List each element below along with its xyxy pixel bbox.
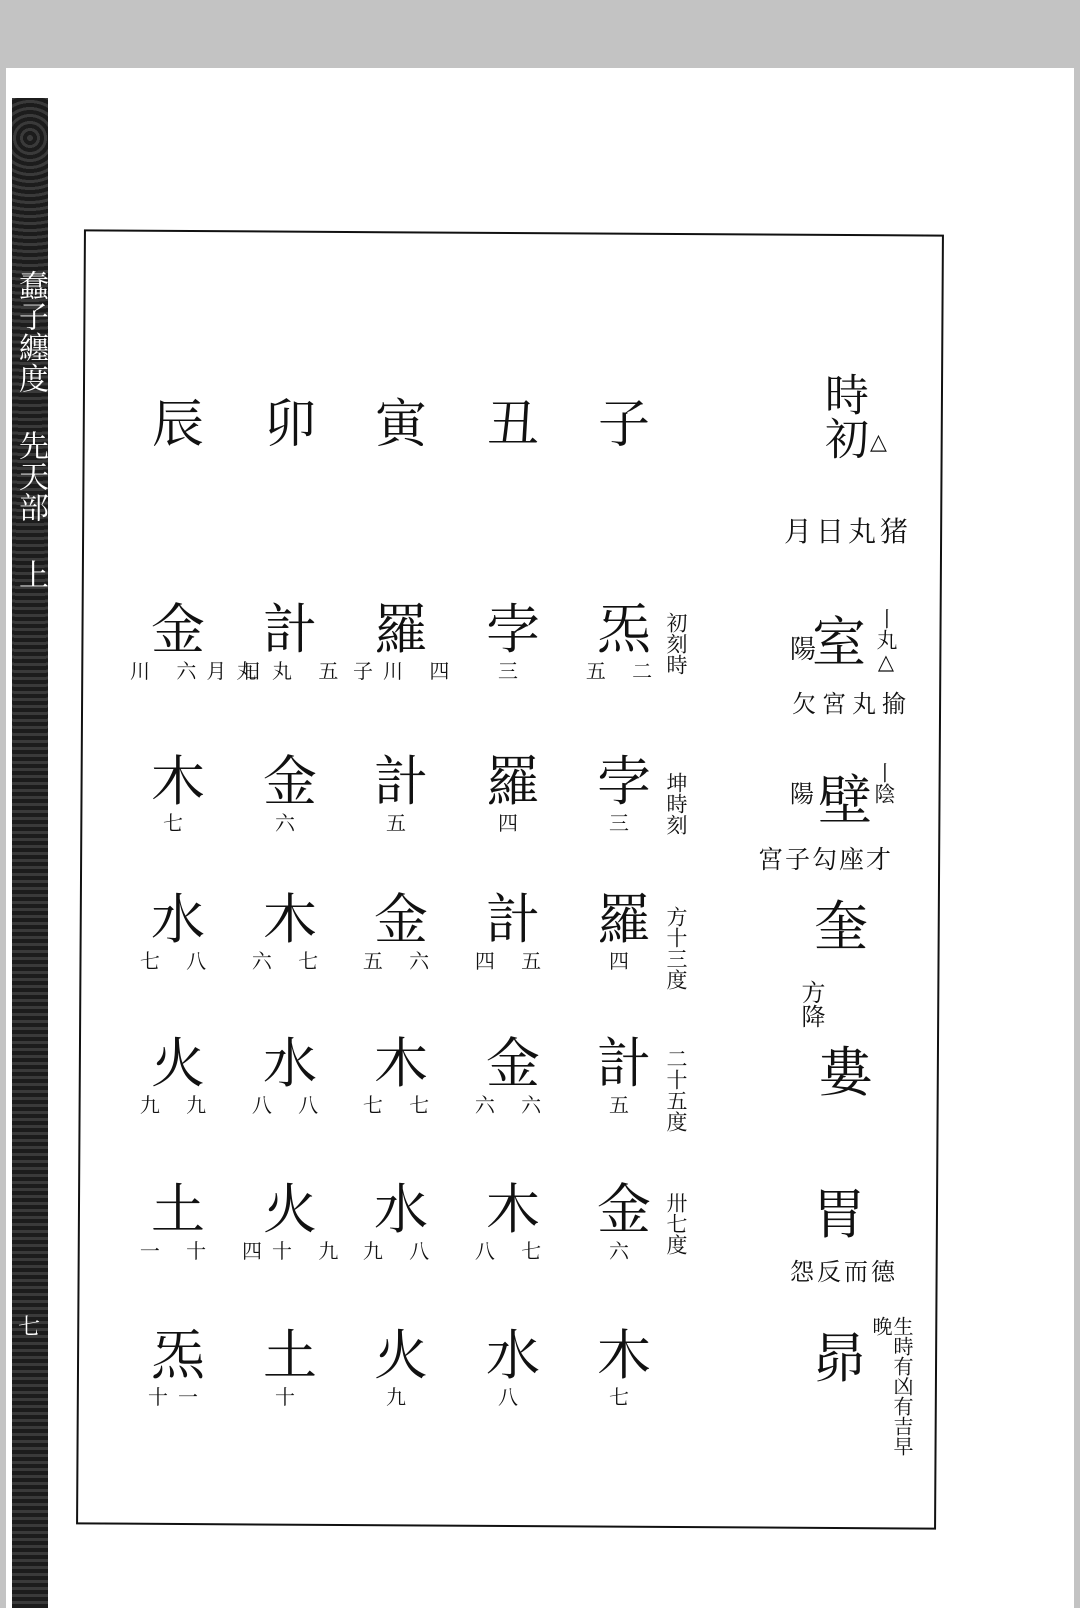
- grid-cell: 孛 三: [486, 598, 540, 683]
- row-label-5: 卅七度: [664, 1192, 688, 1255]
- grid-cell: 計 五: [374, 750, 428, 835]
- grid-cell: 金 六 六: [474, 1032, 552, 1117]
- mao-note: 生時有凶有吉早晚: [869, 1316, 914, 1456]
- col-header-yin: 寅: [375, 395, 428, 455]
- grid-cell: 火 四十 九: [242, 1178, 349, 1263]
- grid-cell: 火 九: [374, 1324, 428, 1409]
- grid-cell: 羅 四: [597, 888, 651, 973]
- grid-cell: 計 四 五: [474, 888, 552, 973]
- grid-cell: 土 一 十: [139, 1178, 217, 1263]
- grid-cell: 計 日丸 五: [242, 598, 349, 683]
- mansion-shi: 室: [812, 611, 866, 674]
- grid-cell: 金 六: [263, 750, 317, 835]
- grid-cell: 水 九 八: [362, 1178, 440, 1263]
- grid-cell: 木 七: [597, 1324, 651, 1409]
- grid-cell: 金 川 六月丸: [130, 598, 267, 683]
- grid-cell: 火 九 九: [139, 1032, 217, 1117]
- grid-cell: 水 八 八: [251, 1032, 329, 1117]
- grid-cell: 木 七 七: [362, 1032, 440, 1117]
- col-header-chou: 丑: [487, 395, 540, 455]
- mansion-bi: 壁: [818, 769, 872, 832]
- page-number: 七: [17, 1315, 40, 1340]
- row-label-3: 方十三度: [664, 906, 688, 990]
- grid-cell: 炁 十一: [148, 1324, 208, 1409]
- grid-cell: 金 六: [597, 1178, 651, 1263]
- grid-cell: 水 八: [486, 1324, 540, 1409]
- shi-top-note: 丨丸△: [874, 608, 898, 674]
- shi-left-note: 陽: [790, 635, 817, 665]
- triangle-mark: △: [870, 430, 887, 455]
- grid-cell: 計 五: [597, 1032, 651, 1117]
- grid-cell: 炁 五 二: [585, 598, 663, 683]
- col-header-chen: 辰: [152, 395, 205, 455]
- fang-jiang-note: 方降: [797, 980, 825, 1028]
- shi-bottom-note: 欠宮丸揄: [792, 690, 912, 718]
- note-line-1: 月日丸猪: [784, 515, 913, 548]
- mansion-mao: 昴: [812, 1327, 866, 1390]
- row-label-2: 坤時刻: [664, 772, 688, 835]
- note-line-3: 怨反而德: [790, 1258, 898, 1286]
- grid-cell: 金 五 六: [362, 888, 440, 973]
- mansion-wei: 胃: [812, 1183, 866, 1246]
- shi-chu-label: 時初: [817, 372, 868, 460]
- grid-cell: 土 十: [263, 1324, 317, 1409]
- bi-right-note: 丨陰: [872, 762, 896, 804]
- grid-cell: 羅 子川 四: [353, 598, 460, 683]
- row-label-4: 二十五度: [664, 1048, 688, 1132]
- col-header-zi: 子: [598, 395, 651, 455]
- grid-cell: 孛 三: [597, 750, 651, 835]
- grid-cell: 羅 四: [486, 750, 540, 835]
- col-header-mao: 卯: [264, 395, 317, 455]
- spine-title: 蠢子纏度 先天部 上: [13, 270, 48, 590]
- bi-left-note: 陽: [790, 780, 814, 808]
- grid-cell: 木 七: [151, 750, 205, 835]
- grid-cell: 木 八 七: [474, 1178, 552, 1263]
- row-label-1: 初刻時: [664, 612, 688, 675]
- note-line-2: 宮子勾座才: [758, 845, 894, 874]
- mansion-kui: 奎: [814, 895, 868, 958]
- grid-cell: 木 六 七: [251, 888, 329, 973]
- mansion-lou: 婁: [818, 1041, 872, 1104]
- grid-cell: 水 七 八: [139, 888, 217, 973]
